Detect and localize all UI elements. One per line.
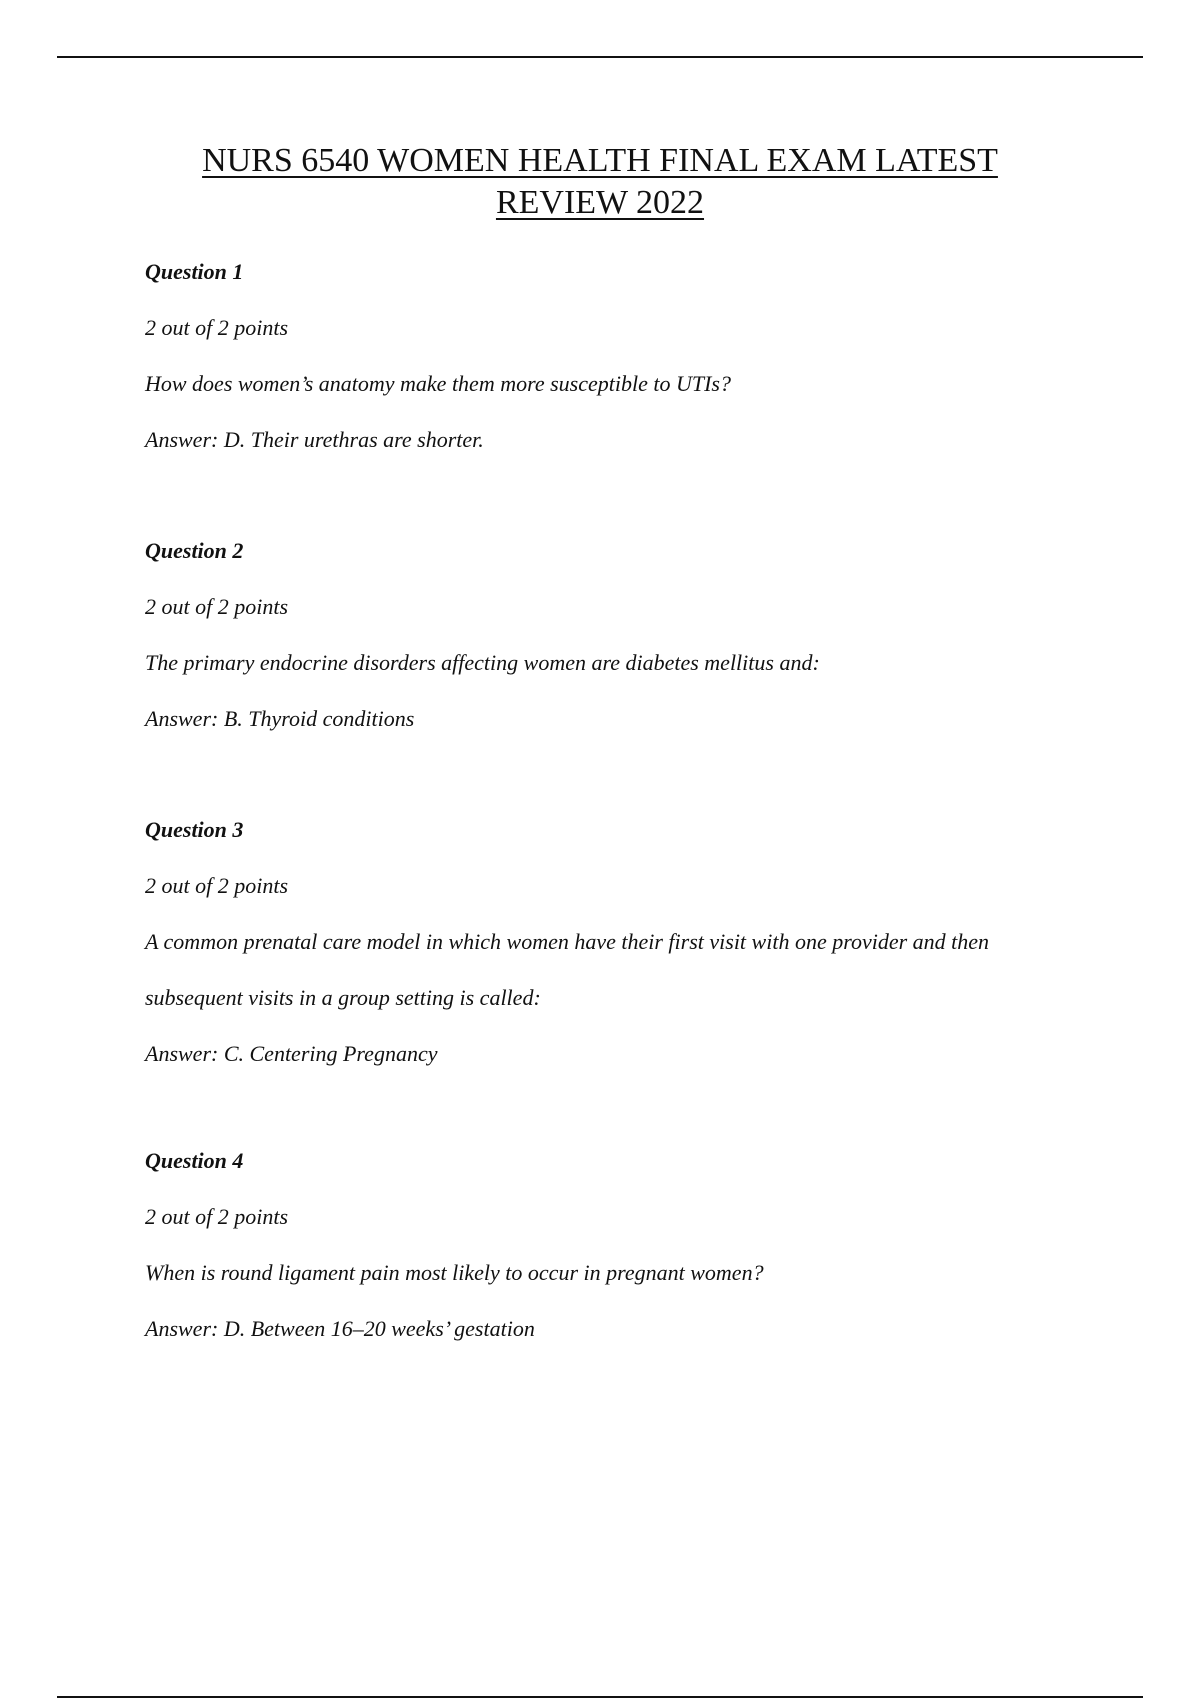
bottom-divider xyxy=(57,1696,1143,1698)
question-block xyxy=(145,258,1105,454)
question-text: When is round ligament pain most likely to occur in pregnant women? xyxy=(145,1260,764,1285)
document-title xyxy=(100,140,1100,224)
question-block xyxy=(145,1147,1105,1343)
title-line-1: NURS 6540 WOMEN HEALTH FINAL EXAM LATEST xyxy=(202,142,998,179)
question-text: The primary endocrine disorders affecting women are diabetes mellitus and: xyxy=(145,650,820,675)
question-score: 2 out of 2 points xyxy=(145,873,289,898)
question-answer: Answer: C. Centering Pregnancy xyxy=(145,1041,438,1066)
top-divider xyxy=(57,56,1143,58)
question-heading: Question 3 xyxy=(145,817,244,842)
title-line-2: REVIEW 2022 xyxy=(495,184,705,221)
question-heading: Question 4 xyxy=(145,1148,244,1173)
question-text: A common prenatal care model in which women have their first visit with one provider and then subsequent visits in a group setting is called: xyxy=(145,929,990,1010)
question-heading: Question 1 xyxy=(145,259,244,284)
question-answer: Answer: B. Thyroid conditions xyxy=(145,706,415,731)
question-answer: Answer: D. Between 16–20 weeks’ gestation xyxy=(145,1316,535,1341)
question-block xyxy=(145,816,1105,1068)
question-heading: Question 2 xyxy=(145,538,244,563)
question-score: 2 out of 2 points xyxy=(145,315,289,340)
question-answer: Answer: D. Their urethras are shorter. xyxy=(145,427,484,452)
question-score: 2 out of 2 points xyxy=(145,594,289,619)
question-score: 2 out of 2 points xyxy=(145,1204,289,1229)
question-block xyxy=(145,537,1105,733)
question-text: How does women’s anatomy make them more susceptible to UTIs? xyxy=(145,371,731,396)
